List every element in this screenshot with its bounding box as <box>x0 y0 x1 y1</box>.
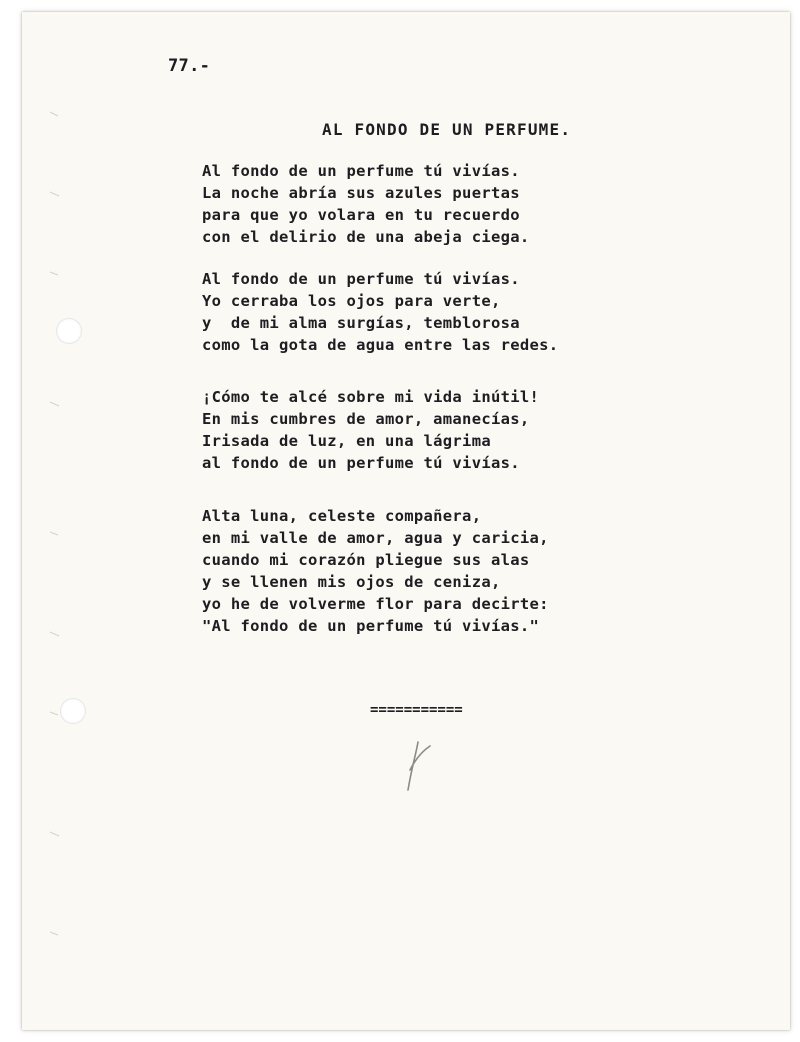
poem-line: Irisada de luz, en una lágrima <box>202 432 491 450</box>
poem-line: La noche abría sus azules puertas <box>202 184 520 202</box>
poem-line: y de mi alma surgías, temblorosa <box>202 314 520 332</box>
poem-line: con el delirio de una abeja ciega. <box>202 228 530 246</box>
paper-edge-marks <box>48 72 62 1012</box>
poem-line: yo he de volverme flor para decirte: <box>202 595 549 613</box>
poem-line: en mi valle de amor, agua y caricia, <box>202 529 549 547</box>
punch-hole-upper <box>56 318 82 344</box>
stanza-3 <box>202 386 539 474</box>
poem-line: Al fondo de un perfume tú vivías. <box>202 162 520 180</box>
poem-line: "Al fondo de un perfume tú vivías." <box>202 617 540 635</box>
pencil-mark <box>396 740 436 796</box>
poem-line: para que yo volara en tu recuerdo <box>202 206 520 224</box>
poem-line: En mis cumbres de amor, amanecías, <box>202 410 530 428</box>
poem-line: al fondo de un perfume tú vivías. <box>202 454 520 472</box>
poem-line: y se llenen mis ojos de ceniza, <box>202 573 501 591</box>
poem-line: Yo cerraba los ojos para verte, <box>202 292 501 310</box>
stanza-4 <box>202 505 549 637</box>
stanza-1 <box>202 160 529 248</box>
poem-line: ¡Cómo te alcé sobre mi vida inútil! <box>202 388 540 406</box>
stanza-2 <box>202 268 558 356</box>
page-number: 77.- <box>168 56 211 76</box>
poem-title: AL FONDO DE UN PERFUME. <box>322 120 572 139</box>
punch-hole-lower <box>60 698 86 724</box>
poem-line: cuando mi corazón pliegue sus alas <box>202 551 530 569</box>
end-divider: =========== <box>370 702 463 718</box>
poem-line: como la gota de agua entre las redes. <box>202 336 559 354</box>
poem-line: Al fondo de un perfume tú vivías. <box>202 270 520 288</box>
poem-line: Alta luna, celeste compañera, <box>202 507 482 525</box>
